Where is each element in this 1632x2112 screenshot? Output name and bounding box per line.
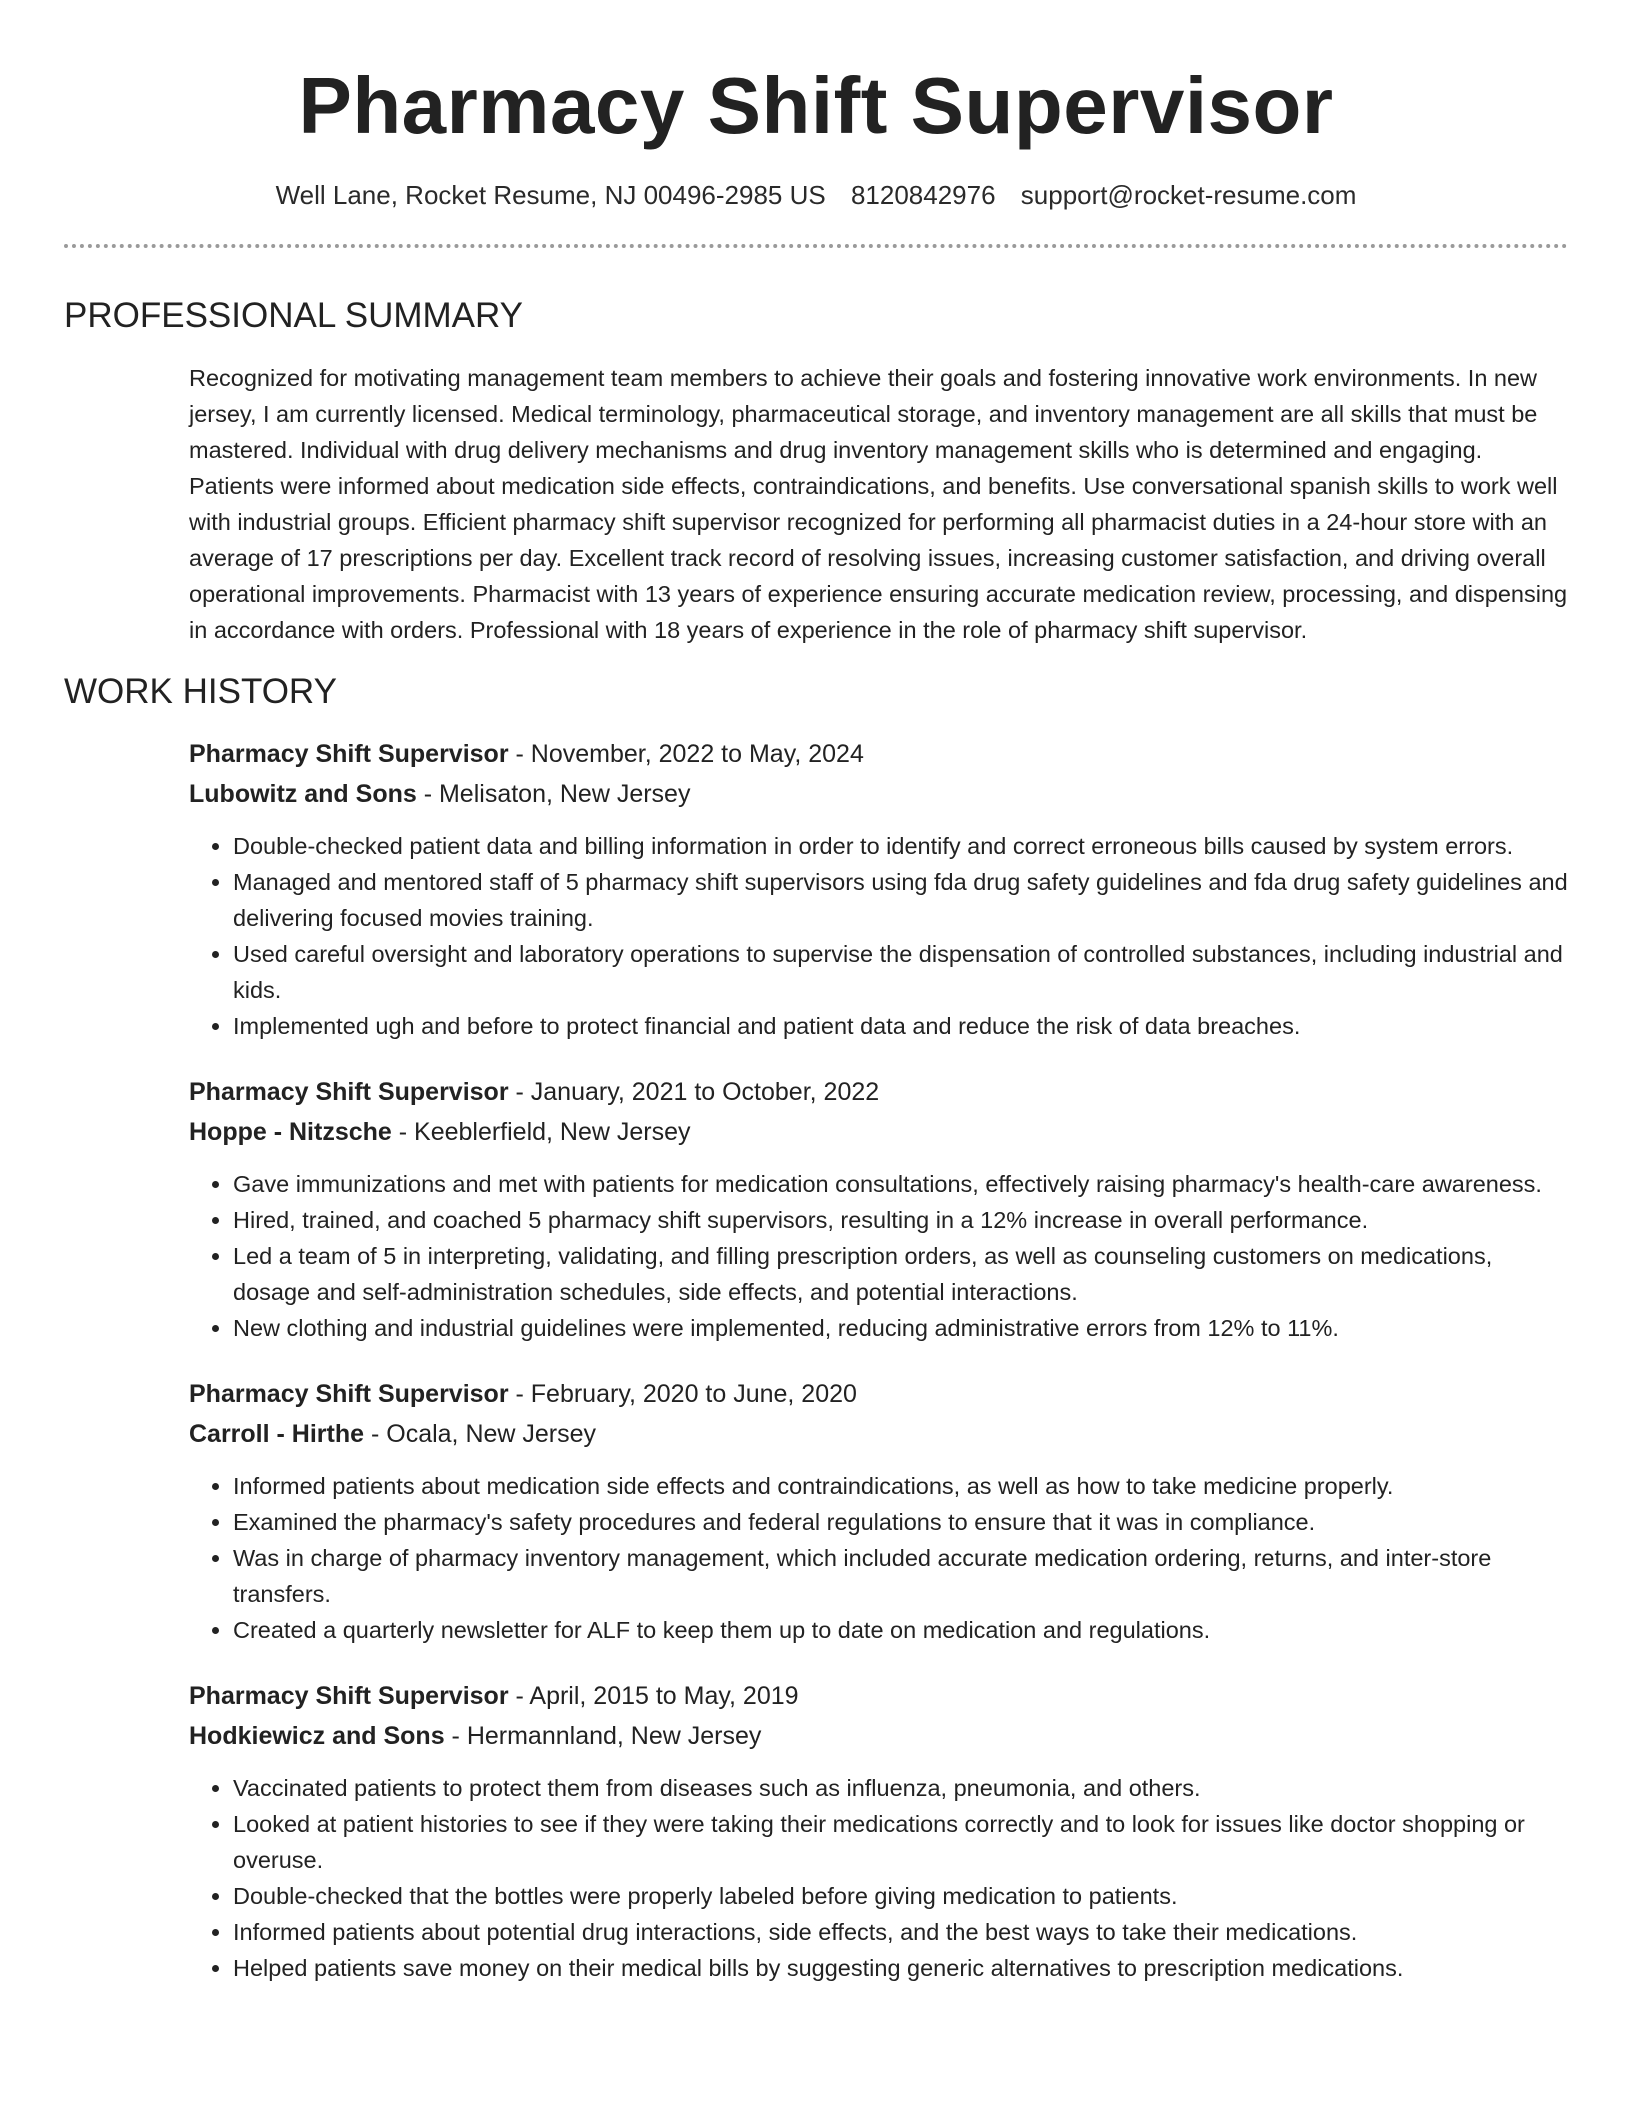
list-item: • Helped patients save money on their medical bills by suggesting generic alternatives to prescription medications. xyxy=(233,1950,1568,1986)
list-item: • Vaccinated patients to protect them from diseases such as influenza, pneumonia, and others. xyxy=(233,1770,1568,1806)
list-item: • Gave immunizations and met with patients for medication consultations, effectively raising pharmacy's health-care awareness. xyxy=(233,1166,1568,1202)
list-item: • Looked at patient histories to see if they were taking their medications correctly and to look for issues like doctor shopping or overuse. xyxy=(233,1806,1568,1878)
job-title-line xyxy=(189,1676,1568,1716)
list-item: • Informed patients about medication side effects and contraindications, as well as how to take medicine properly. xyxy=(233,1468,1568,1504)
job-company: Hodkiewicz and Sons xyxy=(189,1722,445,1750)
job-dates: - January, 2021 to October, 2022 xyxy=(508,1078,880,1106)
summary-heading: PROFESSIONAL SUMMARY xyxy=(64,296,523,335)
list-item: • Managed and mentored staff of 5 pharmacy shift supervisors using fda drug safety guidelines and fda drug safety guidelines and delivering focused movies training. xyxy=(233,864,1568,936)
address-text: Well Lane, Rocket Resume, NJ 00496-2985 US xyxy=(275,180,826,210)
job-title: Pharmacy Shift Supervisor xyxy=(189,1078,509,1106)
header-divider xyxy=(64,244,1568,248)
job-location: - Keeblerfield, New Jersey xyxy=(391,1118,691,1146)
list-item: • Implemented ugh and before to protect financial and patient data and reduce the risk of data breaches. xyxy=(233,1008,1568,1044)
list-item: • Used careful oversight and laboratory operations to supervise the dispensation of controlled substances, including industrial and kids. xyxy=(233,936,1568,1008)
job-entry xyxy=(189,1374,1568,1648)
list-item: • New clothing and industrial guidelines were implemented, reducing administrative errors from 12% to 11%. xyxy=(233,1310,1568,1346)
job-dates: - February, 2020 to June, 2020 xyxy=(508,1380,857,1408)
job-title-line xyxy=(189,734,1568,774)
job-dates: - April, 2015 to May, 2019 xyxy=(508,1682,799,1710)
list-item: • Examined the pharmacy's safety procedures and federal regulations to ensure that it was in compliance. xyxy=(233,1504,1568,1540)
job-company-line xyxy=(189,1112,1568,1152)
work-history-heading: WORK HISTORY xyxy=(64,672,337,711)
job-company: Carroll - Hirthe xyxy=(189,1420,365,1448)
job-bullets xyxy=(189,828,1568,1044)
work-history-list xyxy=(64,734,1568,1986)
list-item: • Informed patients about potential drug interactions, side effects, and the best ways to take their medications. xyxy=(233,1914,1568,1950)
job-title-line xyxy=(189,1072,1568,1112)
job-company: Hoppe - Nitzsche xyxy=(189,1118,392,1146)
job-entry xyxy=(189,1072,1568,1346)
job-title: Pharmacy Shift Supervisor xyxy=(189,1380,509,1408)
list-item: • Was in charge of pharmacy inventory management, which included accurate medication ordering, returns, and inter-store transfers. xyxy=(233,1540,1568,1612)
job-location: - Hermannland, New Jersey xyxy=(444,1722,762,1750)
email-text: support@rocket-resume.com xyxy=(1020,180,1357,210)
job-title: Pharmacy Shift Supervisor xyxy=(189,740,509,768)
job-entry xyxy=(189,1676,1568,1986)
job-dates: - November, 2022 to May, 2024 xyxy=(508,740,864,768)
job-company: Lubowitz and Sons xyxy=(189,780,417,808)
list-item: • Double-checked patient data and billing information in order to identify and correct erroneous bills caused by system errors. xyxy=(233,828,1568,864)
job-location: - Melisaton, New Jersey xyxy=(416,780,691,808)
job-bullets xyxy=(189,1166,1568,1346)
phone-text: 8120842976 xyxy=(850,180,996,210)
job-entry xyxy=(189,734,1568,1044)
job-company-line xyxy=(189,774,1568,814)
contact-line xyxy=(64,178,1568,212)
summary-text: Recognized for motivating management team members to achieve their goals and fostering innovative work environments. In new jersey, I am currently licensed. Medical terminology, pharmaceutical storage, and inventory management are all skills that must be mastered. Individual with drug delivery mechanisms and drug inventory management skills who is determined and engaging. Patients were informed about medication side effects, contraindications, and benefits. Use conversational spanish skills to work well with industrial groups. Efficient pharmacy shift supervisor recognized for performing all pharmacist duties in a 24-hour store with an average of 17 prescriptions per day. Excellent track record of resolving issues, increasing customer satisfaction, and driving overall operational improvements. Pharmacist with 13 years of experience ensuring accurate medication review, processing, and dispensing in accordance with orders. Professional with 18 years of experience in the role of pharmacy shift supervisor. xyxy=(189,365,1568,643)
list-item: • Hired, trained, and coached 5 pharmacy shift supervisors, resulting in a 12% increase in overall performance. xyxy=(233,1202,1568,1238)
list-item: • Led a team of 5 in interpreting, validating, and filling prescription orders, as well as counseling customers on medications, dosage and self-administration schedules, side effects, and potential interactions. xyxy=(233,1238,1568,1310)
page-title: Pharmacy Shift Supervisor xyxy=(298,61,1334,150)
job-bullets xyxy=(189,1468,1568,1648)
job-title: Pharmacy Shift Supervisor xyxy=(189,1682,509,1710)
list-item: • Double-checked that the bottles were properly labeled before giving medication to patients. xyxy=(233,1878,1568,1914)
list-item: • Created a quarterly newsletter for ALF to keep them up to date on medication and regulations. xyxy=(233,1612,1568,1648)
resume-page xyxy=(64,0,1568,1986)
job-location: - Ocala, New Jersey xyxy=(364,1420,597,1448)
job-company-line xyxy=(189,1716,1568,1756)
job-company-line xyxy=(189,1414,1568,1454)
job-title-line xyxy=(189,1374,1568,1414)
job-bullets xyxy=(189,1770,1568,1986)
